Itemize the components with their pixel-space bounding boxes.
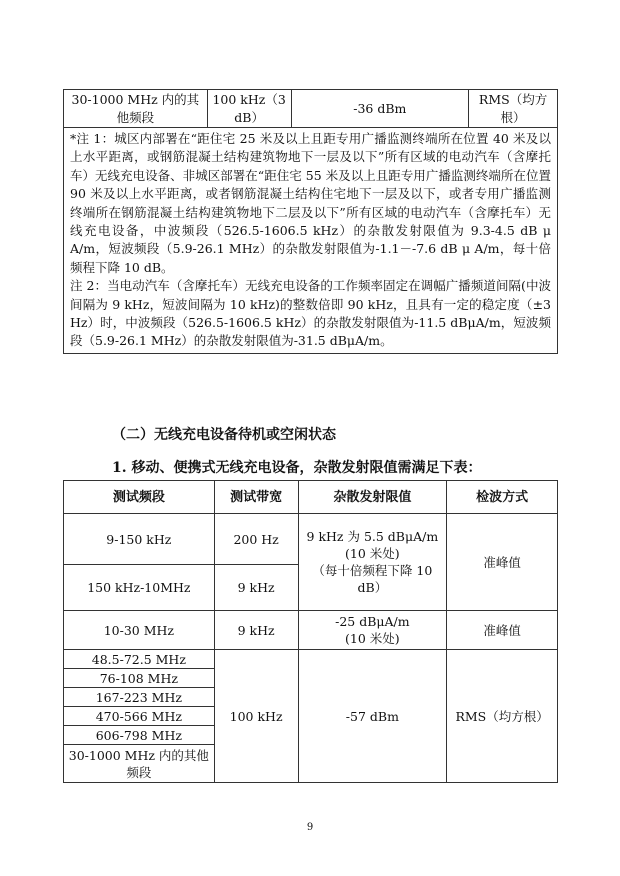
band-cell: 167-223 MHz	[64, 688, 215, 707]
bandwidth-cell: 100 kHz（3 dB）	[207, 90, 291, 128]
table-row-bw: 200 Hz	[214, 514, 298, 565]
standby-limits-table	[63, 480, 558, 783]
band-cell: 48.5-72.5 MHz	[64, 650, 215, 669]
table-row-limit	[298, 611, 447, 650]
header-bw: 测试带宽	[214, 481, 298, 514]
bands-limit-cell: -57 dBm	[298, 650, 447, 783]
freq-cell: 30-1000 MHz 内的其他频段	[64, 90, 208, 128]
bands-bw-cell: 100 kHz	[214, 650, 298, 783]
notes-cell	[64, 128, 558, 354]
detector-cell: RMS（均方根）	[469, 90, 558, 128]
top-table	[63, 89, 558, 354]
table-row-bw: 9 kHz	[214, 565, 298, 611]
band-cell: 30-1000 MHz 内的其他频段	[64, 745, 215, 783]
limit-line: (10 米处)	[345, 546, 400, 561]
table-row-freq: 10-30 MHz	[64, 611, 215, 650]
limit-line: (10 米处)	[345, 631, 400, 646]
note-2: 注 2：当电动汽车（含摩托车）无线充电设备的工作频率固定在调幅广播频道间隔(中波间隔为 9 kHz，短波间隔为 10 kHz)的整数倍即 90 kHz，且具有一定的稳定度（±3 Hz）时，中波频段（526.5-1606.5 kHz）的杂散发射限值为-11.5 dBμA/m，短波频段（5.9-26.1 MHz）的杂散发射限值为-31.5 dBμA/m。	[70, 278, 551, 349]
subsection-heading: 1. 移动、便携式无线充电设备，杂散发射限值需满足下表：	[112, 460, 482, 476]
header-freq: 测试频段	[64, 481, 215, 514]
table-row-bw: 9 kHz	[214, 611, 298, 650]
band-cell: 606-798 MHz	[64, 726, 215, 745]
section-heading: （二）无线充电设备待机或空闲状态	[112, 427, 336, 443]
table-row-detector: 准峰值	[447, 611, 558, 650]
band-cell: 470-566 MHz	[64, 707, 215, 726]
page-number: 9	[306, 822, 314, 833]
table-row-freq: 150 kHz-10MHz	[64, 565, 215, 611]
table-row-freq: 9-150 kHz	[64, 514, 215, 565]
limit-line: 9 kHz 为 5.5 dBμA/m	[306, 529, 439, 544]
header-detector: 检波方式	[447, 481, 558, 514]
band-cell: 76-108 MHz	[64, 669, 215, 688]
header-limit: 杂散发射限值	[298, 481, 447, 514]
limit-line: -25 dBμA/m	[335, 614, 410, 629]
table-row-detector: 准峰值	[447, 514, 558, 611]
table-row-limit	[298, 514, 447, 611]
note-1: *注 1：城区内部署在“距住宅 25 米及以上且距专用广播监测终端所在位置 40 米及以上水平距离，或钢筋混凝土结构建筑物地下一层及以下”所有区域的电动汽车（含摩托车）无线充电设备、非城区部署在“距住宅 55 米及以上且距专用广播监测终端所在位置 90 米及以上水平距离，或者钢筋混凝土结构住宅地下一层及以下，或者专用广播监测终端所在钢筋混凝土结构建筑物地下二层及以下”所有区域的电动汽车（含摩托车）无线充电设备，中波频段（526.5-1606.5 kHz）的杂散发射限值为 9.3-4.5 dB μ A/m，短波频段（5.9-26.1 MHz）的杂散发射限值为-1.1－-7.6 dB μ A/m，每十倍频程下降 10 dB。	[70, 131, 551, 275]
limit-line: （每十倍频程下降 10 dB）	[312, 563, 433, 595]
limit-cell: -36 dBm	[291, 90, 469, 128]
bands-detector-cell: RMS（均方根）	[447, 650, 558, 783]
